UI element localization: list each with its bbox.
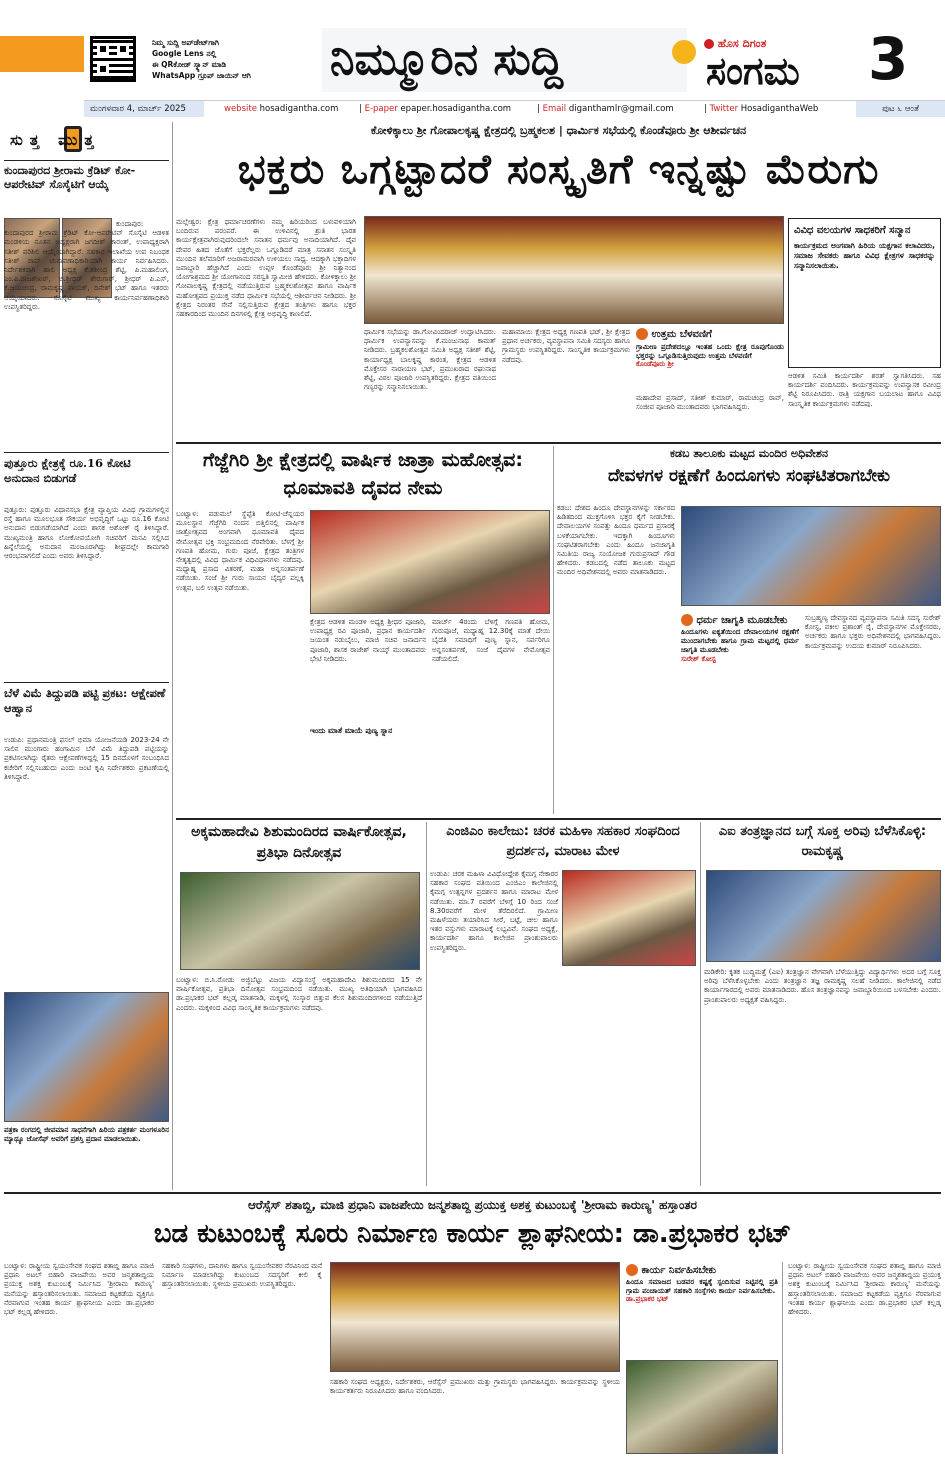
mid-left-body: ಬಂಟ್ವಾಳ: ಪಡುಮಲೆ ಸ್ಥೆಪ್ಪೆತಿ ಕೋಟಿ-ಚೆನ್ನಯರ ಮೂಲಸ್ಥಾನ ಗೆಜ್ಜೆಗಿರಿ ನಂದನ ಬಿತ್ತಿಲಿನಲ್ಲಿ ವಾರ್ಷಿಕ ಜಾತ್ರೋತ್ಸವದ ಅಂಗವಾಗಿ ಧೂಮಾವತಿ ದೈವದ ನೇಮೋತ್ಸವ ಭಕ್ತಿ ಸಂಭ್ರಮದಿಂದ ನೆರವೇರಿತು. ಬೆಳಗ್ಗೆ ಶ್ರೀ ಗಣಪತಿ ಹೋಮ, ಗುರು ಪೂಜೆ, ಕ್ಷೇತ್ರದ ತಂತ್ರಿಗಳ ನೇತೃತ್ವದಲ್ಲಿ ವಿವಿಧ ಧಾರ್ಮಿಕ ವಿಧಿವಿಧಾನಗಳು ನಡೆದವು. ಮಧ್ಯಾಹ್ನ ಪ್ರಸಾದ ವಿತರಣೆ, ಮಹಾ ಅನ್ನಸಂತರ್ಪಣೆ ನಡೆಯಿತು. ಸಂಜೆ ಶ್ರೀ ಗುರು ಸಾಯನ ಬೈದ್ಯರ ಪಲ್ಲಕ್ಕಿ ಉತ್ಸವ, ಬಲಿ ಉತ್ಸವ ನಡೆಯಿತು. — [176, 510, 304, 592]
quote-header — [636, 328, 784, 342]
bottom-story — [4, 1196, 941, 1456]
section-logo — [4, 122, 169, 158]
bottom-headline: ಬಡ ಕುಟುಂಬಕ್ಕೆ ಸೂರು ನಿರ್ಮಾಣ ಕಾರ್ಯ ಶ್ಲಾಘನೀಯ: ಡಾ.ಪ್ರಭಾಕರ ಭಟ್ — [153, 1219, 792, 1249]
sun-icon — [672, 40, 696, 64]
top-kicker: ಕೋಳಿಕ್ಕಾಲು ಶ್ರೀ ಗೋಪಾಲಕೃಷ್ಣ ಕ್ಷೇತ್ರದಲ್ಲಿ ಬ್ರಹ್ಮಕಲಶ | ಧಾರ್ಮಿಕ ಸಭೆಯಲ್ಲಿ ಕೊಂಡೆವೂರು ಶ್ರೀ ಆಶೀರ್ವಚನ — [370, 124, 747, 137]
divider — [4, 682, 169, 683]
story-2-headline: ಪುತ್ತೂರು ಕ್ಷೇತ್ರಕ್ಕೆ ರೂ.16 ಕೋಟಿ ಅನುದಾನ ಬಿಡುಗಡೆ — [4, 456, 131, 485]
quote-box — [636, 328, 784, 390]
top-body-3: ಮಹಾಮಾಯಿ ಕ್ಷೇತ್ರದ ಅಧ್ಯಕ್ಷ ಗಣಪತಿ ಭಟ್, ಶ್ರೀ ಕ್ಷೇತ್ರದ ಪ್ರಧಾನ ಅರ್ಚಕರು, ವ್ಯವಸ್ಥಾಪನಾ ಸಮಿತಿ ಸದಸ್ಯರು ಹಾಗೂ ಗ್ರಾಮಸ್ಥರು ಉಪಸ್ಥಿತರಿದ್ದರು. ಸಾಂಸ್ಕೃತಿಕ ಕಾರ್ಯಕ್ರಮಗಳು ನಡೆದವು. — [502, 328, 630, 364]
email-label: Email — [542, 104, 567, 114]
quote-text: ಹಿಂದೂಗಳು ಐಕ್ಯತೆಯಿಂದ ದೇವಾಲಯಗಳ ರಕ್ಷಣೆಗೆ ಮುಂದಾಗಬೇಕು ಹಾಗೂ ಗ್ರಾಮ ಮಟ್ಟದಲ್ಲಿ ಧರ್ಮ ಜಾಗೃತಿ ಮೂಡಬೇಕು — [681, 627, 799, 655]
row3-b-photo — [562, 870, 696, 966]
qr-line-3: ಈ QRಕೋಡ್ ಸ್ಕ್ಯಾನ್ ಮಾಡಿ — [152, 60, 227, 69]
quote-heading: ಕಾರ್ಯ ನಿರ್ವಹಿಸಬೇಕು — [641, 1265, 717, 1276]
row3-b-headline: ಎಂಜಿಎಂ ಕಾಲೇಜು: ಚರಕ ಮಹಿಳಾ ಸಹಕಾರ ಸಂಘದಿಂದ ಪ್ರದರ್ಶನ, ಮಾರಾಟ ಮೇಳ — [446, 824, 680, 859]
top-side-body: ಆಡಳಿತ ಸಮಿತಿ ಕಾರ್ಯದರ್ಶಿ ಶರತ್ ಸ್ವಾಗತಿಸಿದರು. ಸಹ ಕಾರ್ಯದರ್ಶಿ ವಂದಿಸಿದರು. ಕಾರ್ಯಕ್ರಮವನ್ನು ಉಪನ್ಯಾಸಕ ರವೀಂದ್ರ ಶೆಟ್ಟಿ ನಿರೂಪಿಸಿದರು. ರಾತ್ರಿ ಯಕ್ಷಗಾನ ಬಯಲಾಟ ಹಾಗೂ ವಿವಿಧ ಸಾಂಸ್ಕೃತಿಕ ಕಾರ್ಯಕ್ರಮಗಳು ನಡೆದವು. — [788, 372, 941, 408]
story-2-body: ಪುತ್ತೂರು: ಪುತ್ತೂರು ವಿಧಾನಸಭಾ ಕ್ಷೇತ್ರ ವ್ಯಾಪ್ತಿಯ ವಿವಿಧ ಗ್ರಾಮಗಳಲ್ಲಿನ ರಸ್ತೆ ಹಾಗೂ ಮೂಲಭೂತ ಸೌಕರ್ಯ ಅಭಿವೃದ್ಧಿಗೆ ಒಟ್ಟು ರೂ.16 ಕೋಟಿ ಅನುದಾನ ಬಿಡುಗಡೆಯಾಗಿದೆ ಎಂದು ಶಾಸಕ ಅಶೋಕ್ ರೈ ತಿಳಿಸಿದ್ದಾರೆ. ಮುಖ್ಯಮಂತ್ರಿ ಹಾಗೂ ಲೋಕೋಪಯೋಗಿ ಸಚಿವರಿಗೆ ಮನವಿ ಸಲ್ಲಿಸಿದ ಹಿನ್ನೆಲೆಯಲ್ಲಿ ಅನುದಾನ ಮಂಜೂರಾಗಿದ್ದು ಶೀಘ್ರದಲ್ಲೇ ಕಾಮಗಾರಿ ಆರಂಭವಾಗಲಿದೆ ಎಂದು ಅವರು ತಿಳಿಸಿದ್ದಾರೆ. — [4, 506, 169, 561]
row3-c-headline: ಎಐ ತಂತ್ರಜ್ಞಾನದ ಬಗ್ಗೆ ಸೂಕ್ತ ಅರಿವು ಬೆಳೆಸಿಕೊಳ್ಳಿ: ರಾಮಕೃಷ್ಣ — [718, 824, 927, 859]
story-3-headline: ಬೆಳೆ ವಿಮೆ ತಿದ್ದುಪಡಿ ಪಟ್ಟಿ ಪ್ರಕಟ: ಆಕ್ಷೇಪಣೆ ಆಹ್ವಾನ — [4, 686, 166, 715]
twitter-value: HosadiganthaWeb — [740, 104, 819, 114]
row3-a-body: ಬಂಟ್ವಾಳ: ಬಿ.ಸಿ.ರೋಡು ಅಜ್ಜಿಬೆಟ್ಟು ವಿಜಯ ವಿದ್ಯಾಸಂಸ್ಥೆ ಅಕ್ಕಮಹಾದೇವಿ ಶಿಶುಮಂದಿರದ 15 ನೇ ವಾರ್ಷಿಕೋತ್ಸವ, ಪ್ರತಿಭಾ ದಿನೋತ್ಸವ ಸಂಭ್ರಮದಿಂದ ನಡೆಯಿತು. ಮುಖ್ಯ ಅತಿಥಿಯಾಗಿ ಭಾಗವಹಿಸಿದ ಡಾ.ಪ್ರಭಾಕರ ಭಟ್ ಕಲ್ಲಡ್ಕ ಮಾತನಾಡಿ, ಮಕ್ಕಳಲ್ಲಿ ಸಂಸ್ಕಾರ ಬಿತ್ತುವ ಕೆಲಸ ಶಿಶುಮಂದಿರಗಳಿಂದ ನಡೆಯುತ್ತಿದೆ ಎಂದರು. ಮಕ್ಕಳಿಂದ ವಿವಿಧ ಸಾಂಸ್ಕೃತಿಕ ಕಾರ್ಯಕ್ರಮಗಳು ನಡೆದವು. — [176, 976, 422, 1012]
row3-b-body: ಉಡುಪಿ: ಚರಕ ಮಹಿಳಾ ವಿವಿಧೋದ್ದೇಶ ಕೈಮಗ್ಗ ನೇಕಾರರ ಸಹಕಾರ ಸಂಘದ ವತಿಯಿಂದ ಎಂಜಿಎಂ ಕಾಲೇಜಿನಲ್ಲಿ ಕೈಮಗ್ಗ ಉತ್ಪನ್ನಗಳ ಪ್ರದರ್ಶನ ಹಾಗೂ ಮಾರಾಟ ಮೇಳ ನಡೆಯಿತು. ಮಾ.7 ರವರೆಗೆ ಬೆಳಿಗ್ಗೆ 10 ರಿಂದ ಸಂಜೆ 8.30ರವರೆಗೆ ಮೇಳ ತೆರೆದಿರಲಿದೆ. ಗ್ರಾಮೀಣ ಮಹಿಳೆಯರು ತಯಾರಿಸಿದ ಸೀರೆ, ಬಟ್ಟೆ, ಚೀಲ ಹಾಗೂ ಇತರ ವಸ್ತುಗಳು ಮಾರಾಟಕ್ಕೆ ಲಭ್ಯವಿವೆ. ಸಂಘದ ಅಧ್ಯಕ್ಷೆ, ಕಾರ್ಯದರ್ಶಿ ಹಾಗೂ ಕಾಲೇಜಿನ ಪ್ರಾಂಶುಪಾಲರು ಉಪಸ್ಥಿತರಿದ್ದರು. — [430, 870, 558, 952]
left-column — [4, 122, 169, 1190]
side-box-headline: ವಿವಿಧ ವಲಯಗಳ ಸಾಧಕರಿಗೆ ಸನ್ಮಾನ — [794, 225, 911, 236]
row3-story-c — [704, 822, 941, 1186]
mid-right-story — [557, 446, 941, 814]
top-story — [176, 122, 941, 440]
row3-story-a — [176, 822, 422, 1186]
masthead — [0, 0, 945, 118]
quote-mark-icon — [681, 614, 693, 626]
date-badge: ಮಂಗಳವಾರ 4, ಮಾರ್ಚ್ 2025 — [84, 101, 204, 117]
bottom-body-3: ಸಹಕಾರಿ ಸಂಘದ ಅಧ್ಯಕ್ಷರು, ನಿರ್ದೇಶಕರು, ಆರೆಸ್ಸೆಸ್ ಪ್ರಮುಖರು ಮತ್ತು ಗ್ರಾಮಸ್ಥರು ಭಾಗವಹಿಸಿದ್ದರು. ಕಾರ್ಯಕ್ರಮವನ್ನು ಸ್ಥಳೀಯ ಕಾರ್ಯಕರ್ತರು ನಿರೂಪಿಸಿದರು ಹಾಗೂ ವಂದಿಸಿದರು. — [330, 1378, 620, 1396]
bottom-body: ಬಂಟ್ವಾಳ: ರಾಷ್ಟ್ರೀಯ ಸ್ವಯಂಸೇವಕ ಸಂಘದ ಶತಾಬ್ದಿ ಹಾಗೂ ಮಾಜಿ ಪ್ರಧಾನಿ ಅಟಲ್ ಬಿಹಾರಿ ವಾಜಪೇಯಿ ಅವರ ಜನ್ಮಶತಾಬ್ದಿಯ ಪ್ರಯುಕ್ತ ಅಶಕ್ತ ಕುಟುಂಬಕ್ಕೆ ನಿರ್ಮಿಸಿದ 'ಶ್ರೀರಾಮ ಕಾರುಣ್ಯ' ಮನೆಯನ್ನು ಹಸ್ತಾಂತರಿಸಲಾಯಿತು. ಸಮಾಜದ ಕಟ್ಟಕಡೆಯ ವ್ಯಕ್ತಿಗೂ ನೆರವಾಗುವ ಇಂತಹ ಕಾರ್ಯ ಶ್ಲಾಘನೀಯ ಎಂದು ಡಾ.ಪ್ರಭಾಕರ ಭಟ್ ಕಲ್ಲಡ್ಕ ಹೇಳಿದರು. — [4, 1262, 154, 1317]
row3-a-headline: ಅಕ್ಕಮಹಾದೇವಿ ಶಿಶುಮಂದಿರದ ವಾರ್ಷಿಕೋತ್ಸವ, ಪ್ರತಿಭಾ ದಿನೋತ್ಸವ — [191, 824, 407, 861]
qr-line-2: Google Lens ನಲ್ಲಿ — [152, 49, 217, 58]
bottom-kicker: ಆರೆಸ್ಸೆಸ್ ಶತಾಬ್ದಿ, ಮಾಜಿ ಪ್ರಧಾನಿ ವಾಜಪೇಯಿ ಜನ್ಮಶತಾಬ್ದಿ ಪ್ರಯುಕ್ತ ಅಶಕ್ತ ಕುಟುಂಬಕ್ಕೆ 'ಶ್ರೀರಾಮ ಕಾರುಣ್ಯ' ಹಸ್ತಾಂತರ — [247, 1198, 698, 1212]
story-3-body: ಉಡುಪಿ: ಪ್ರಧಾನಮಂತ್ರಿ ಫಸಲ್ ಭಿಮಾ ಯೋಜನೆಯಡಿ 2023-24 ನೇ ಸಾಲಿನ ಮುಂಗಾರು ಹಂಗಾಮಿನ ಬೆಳೆ ವಿಮೆ ತಿದ್ದುಪಡಿ ಪಟ್ಟಿಯನ್ನು ಪ್ರಕಟಿಸಲಾಗಿದ್ದು ರೈತರು ಆಕ್ಷೇಪಣೆಗಳಿದ್ದಲ್ಲಿ 15 ದಿನದೊಳಗೆ ಸಂಬಂಧಿಸಿದ ಕಚೇರಿಗೆ ಸಲ್ಲಿಸಬಹುದು ಎಂದು ಜಂಟಿ ಕೃಷಿ ನಿರ್ದೇಶಕರು ಪ್ರಕಟಣೆಯಲ್ಲಿ ತಿಳಿಸಿದ್ದಾರೆ. — [4, 736, 169, 781]
qr-line-4: WhatsApp ಗ್ರೂಪ್ ಜಾಯಿನ್ ಆಗಿ — [152, 71, 251, 80]
email-value: diganthamlr@gmail.com — [568, 104, 674, 114]
row3-c-body: ಮಡಿಕೇರಿ: ಕೃತಕ ಬುದ್ಧಿಮತ್ತೆ (ಎಐ) ತಂತ್ರಜ್ಞಾನ ವೇಗವಾಗಿ ಬೆಳೆಯುತ್ತಿದ್ದು ವಿದ್ಯಾರ್ಥಿಗಳು ಅದರ ಬಗ್ಗೆ ಸೂಕ್ತ ಅರಿವು ಬೆಳೆಸಿಕೊಳ್ಳಬೇಕು ಎಂದು ತಂತ್ರಜ್ಞಾನ ತಜ್ಞ ರಾಮಕೃಷ್ಣ ಸಲಹೆ ನೀಡಿದರು. ಕಾಲೇಜಿನಲ್ಲಿ ನಡೆದ ಕಾರ್ಯಾಗಾರದಲ್ಲಿ ಅವರು ಮಾತನಾಡಿದರು. ಹೊಸ ತಂತ್ರಜ್ಞಾನವನ್ನು ಜವಾಬ್ದಾರಿಯಿಂದ ಬಳಸಬೇಕು ಎಂದರು. ಪ್ರಾಂಶುಪಾಲರು ಅಧ್ಯಕ್ಷತೆ ವಹಿಸಿದ್ದರು. — [704, 968, 941, 1004]
quote-byline: ಕೊಂಡೆವೂರು ಶ್ರೀ — [636, 360, 674, 369]
mid-left-photo — [310, 510, 550, 614]
top-body-2: ಧಾರ್ಮಿಕ ಸಭೆಯನ್ನು ಡಾ.ಗೋವಿಂದರಾಜ್ ಉದ್ಘಾಟಿಸಿದರು. ಧಾರ್ಮಿಕ ಉಪನ್ಯಾಸವನ್ನು ಕೆ.ಮಂಜುನಾಥ ಕಾಮತ್ ನೀಡಿದರು. ಬ್ರಹ್ಮಕಲಶೋತ್ಸವ ಸಮಿತಿ ಅಧ್ಯಕ್ಷ ಸತೀಶ್ ಶೆಟ್ಟಿ, ಕಾರ್ಯಾಧ್ಯಕ್ಷ ಬಾಲಕೃಷ್ಣ ಕಾರಂತ, ಕ್ಷೇತ್ರದ ಆಡಳಿತ ಮೊಕ್ತೇಸರ ನಾರಾಯಣ ಭಟ್, ಪ್ರಮುಖರಾದ ರಘುನಾಥ ಶೆಟ್ಟಿ, ವಿಠಲ ಪೂಜಾರಿ ಉಪಸ್ಥಿತರಿದ್ದರು. ಕ್ಷೇತ್ರದ ವತಿಯಿಂದ ಗಣ್ಯರನ್ನು ಸನ್ಮಾನಿಸಲಾಯಿತು. — [364, 328, 496, 392]
epaper-info[interactable]: | E-paper epaper.hosadigantha.com — [359, 104, 512, 114]
qr-code[interactable] — [90, 36, 136, 82]
story-4-photo — [4, 992, 169, 1122]
info-bar — [84, 100, 945, 117]
quote-header — [626, 1264, 778, 1277]
row3-story-b — [430, 822, 696, 1186]
twitter-label: Twitter — [709, 104, 739, 114]
section-logo-text: ಸುತ್ತ ಮುತ್ತ — [10, 131, 101, 149]
twitter-info[interactable]: | Twitter HosadiganthaWeb — [704, 104, 819, 114]
divider — [4, 1192, 941, 1194]
brand: ಸಂಗಮ — [706, 49, 800, 93]
mid-left-story — [176, 446, 550, 814]
row3-a-photo — [180, 872, 420, 970]
masthead-title: ನಿಮ್ಮೂರಿನ ಸುದ್ದಿ — [330, 34, 564, 85]
column-rule — [172, 122, 173, 1190]
website-value: hosadigantha.com — [259, 104, 339, 114]
website-info[interactable] — [224, 101, 338, 117]
mid-right-body: ಕಡಬ: ದೇಶದ ಹಿಂದೂ ದೇವಸ್ಥಾನಗಳನ್ನು ಸರ್ಕಾರದ ಹಿಡಿತದಿಂದ ಮುಕ್ತಗೊಳಿಸಿ ಭಕ್ತರ ಕೈಗೆ ನೀಡಬೇಕು. ದೇವಾಲಯಗಳ ಸಂಪತ್ತು ಹಿಂದೂ ಧರ್ಮದ ಪ್ರಸಾರಕ್ಕೆ ಬಳಕೆಯಾಗಬೇಕು. ಇದಕ್ಕಾಗಿ ಹಿಂದೂಗಳು ಸಂಘಟಿತರಾಗಬೇಕು ಎಂದು ಹಿಂದೂ ಜನಜಾಗೃತಿ ಸಮಿತಿಯ ರಾಜ್ಯ ಸಂಯೋಜಕ ಗುರುಪ್ರಸಾದ್ ಗೌಡ ಹೇಳಿದರು. ಕಡಬದಲ್ಲಿ ನಡೆದ ತಾಲೂಕು ಮಟ್ಟದ ಮಂದಿರ ಅಧಿವೇಶನದಲ್ಲಿ ಅವರು ಮಾತನಾಡಿದರು. — [557, 504, 675, 577]
top-lead: ಮಲ್ಲೇಶ್ವರ: ಕ್ಷೇತ್ರ ಧರ್ಮಾಚರಣೆಗಳು ನಮ್ಮ ಹಿರಿಯರಿಂದ ಬಳುವಳಿಯಾಗಿ ಬಂದಿರುವ ಪರಂಪರೆ. ಈ ಉಳಿವಿನಲ್ಲಿ ಶ್ರುತಿ ಭಾರತ ಕಾರ್ಯಕ್ಷೇತ್ರವಾಗಿರುವುದರಿಂದಲೇ ಸನಾತನ ಧರ್ಮವು ಅನಾದಿಯಾಗಿದೆ. ದೈವ ದೇವರ ಹಿತದ ಜೊತೆಗೆ ಭಕ್ತರೆಲ್ಲರು ಒಗ್ಗೂಡಿದರೆ ಮಾತ್ರ ಸನಾತನ ಸಂಸ್ಕೃತಿ ಮುಂದಿನ ತಲೆಮಾರಿಗೆ ಅಜರಾಮರವಾಗಿ ಉಳಿಯಲು ಸಾಧ್ಯ. ಆದಕ್ಕಾಗಿ ಭಕ್ತಾದಿಗಳ ಜವಾಬ್ದಾರಿ ಹೆಚ್ಚಾಗಿದೆ ಎಂದು ಉಪ್ಪಳ ಕೊಂಡೆವೂರು ಶ್ರೀ ನಿತ್ಯಾನಂದ ಯೋಗಾಶ್ರಮದ ಶ್ರೀ ಯೋಗಾನಂದ ಸರಸ್ವತಿ ಸ್ವಾಮೀಜಿ ಹೇಳಿದರು. ಕೋಳಿಕ್ಕಾಲು ಶ್ರೀ ಗೋಪಾಲಕೃಷ್ಣ ಕ್ಷೇತ್ರದಲ್ಲಿ ನಡೆಯುತ್ತಿರುವ ಬ್ರಹ್ಮಕಲಶೋತ್ಸವ ಹಾಗೂ ವಾರ್ಷಿಕ ಮಹೋತ್ಸವದ ಪ್ರಯುಕ್ತ ನಡೆದ ಧಾರ್ಮಿಕ ಸಭೆಯಲ್ಲಿ ಆಶೀರ್ವಚನ ನೀಡಿದರು. ಶ್ರೀ ಕ್ಷೇತ್ರದ ನಿರಂತರ ಸೇವೆ ಸಲ್ಲಿಸುತ್ತಿರುವ ಕ್ಷೇತ್ರದ ತಂತ್ರಿಗಳು ಹಾಗೂ ಭಕ್ತರ ಸಹಕಾರದಿಂದ ಮುಂದಿನ ದಿನಗಳಲ್ಲಿ ಕ್ಷೇತ್ರ ಅಭಿವೃದ್ಧಿ ಕಾಣಲಿದೆ. — [176, 218, 356, 319]
email-info[interactable]: | Email diganthamlr@gmail.com — [537, 104, 674, 114]
epaper-label: E-paper — [364, 104, 398, 114]
mid-right-photo — [681, 506, 941, 606]
quote-heading: ಧರ್ಮ ಜಾಗೃತಿ ಮೂಡಬೇಕು — [696, 615, 788, 626]
divider — [176, 818, 941, 820]
mid-left-subhead: ಇಂದು ಮಾತೆ ಮಾಯೆ ಪುಣ್ಯ ಸ್ನಾನ — [310, 726, 426, 736]
quote-text: ಹಿಂದೂ ಸಮಾಜದ ಬಡವರ ಕಷ್ಟಕ್ಕೆ ಸ್ಪಂದಿಸುವ ನಿಟ್ಟಿನಲ್ಲಿ ಪ್ರತಿ ಗ್ರಾಮ ಪಂಚಾಯತ್ ಸಹಕಾರಿ ಸಂಸ್ಥೆಗಳು ಕಾರ್ಯ ನಿರ್ವಹಿಸಬೇಕು. — [626, 1277, 778, 1296]
mid-right-quote — [681, 614, 799, 722]
column-rule — [700, 822, 701, 1186]
top-photo — [364, 216, 784, 324]
side-box — [788, 218, 941, 368]
story-1-headline: ಕುಂದಾಪುರದ ಶ್ರೀರಾಮ ಕ್ರೆಡಿಟ್ ಕೋ-ಆಪರೇಟಿವ್ ಸೊಸೈಟಿಗೆ ಆಯ್ಕೆ — [4, 164, 136, 191]
page-number: 3 — [868, 25, 909, 93]
orange-tab — [0, 36, 84, 72]
mid-left-body-2: ಕ್ಷೇತ್ರದ ಆಡಳಿತ ಮಂಡಳಿ ಅಧ್ಯಕ್ಷ ಶ್ರೀಧರ ಪೂಜಾರಿ, ಉಪಾಧ್ಯಕ್ಷ ರವಿ ಪೂಜಾರಿ, ಪ್ರಧಾನ ಕಾರ್ಯದರ್ಶಿ ಜಯಂತ ನಡುಬೈಲು, ಮಾಜಿ ಸಚಿವ ಜನಾರ್ದನ ಪೂಜಾರಿ, ಶಾಸಕ ರಾಜೇಶ್ ನಾಯ್ಕ್ ಮುಂತಾದವರು ಭೇಟಿ ನೀಡಿದರು. — [310, 618, 426, 663]
quote-byline: ಸುರೇಶ್ ಕೋಸ್ಟ — [681, 654, 716, 663]
mid-left-body-3: ಮಾರ್ಚ್ 4ರಂದು ಬೆಳಿಗ್ಗೆ ಗಣಪತಿ ಹೋಮ, ಗುರುಪೂಜೆ, ಮಧ್ಯಾಹ್ನ 12.30ಕ್ಕೆ ಮಾತೆ ದೇಯಿ ಬೈದೆತಿ ಸಮಾಧಿಗೆ ಪುಣ್ಯ ಸ್ನಾನ, ಸರ್ವರಿಗೂ ಅನ್ನಸಂತರ್ಪಣೆ, ಸಂಜೆ ದೈವಗಳ ನೇಮೋತ್ಸವ ನಡೆಯಲಿದೆ. — [432, 618, 550, 663]
top-body-4: ಮಹಾದೇವ ಪ್ರಸಾದ್, ಸತೀಶ್ ಕುಮಾರ್, ರಾಮಚಂದ್ರ ರಾವ್, ಸಂಜೀವ ಪೂಜಾರಿ ಮುಂತಾದವರು ಭಾಗವಹಿಸಿದ್ದರು. — [636, 394, 784, 412]
bottom-photo — [330, 1262, 620, 1372]
mid-left-headline: ಗೆಜ್ಜೆಗಿರಿ ಶ್ರೀ ಕ್ಷೇತ್ರದಲ್ಲಿ ವಾರ್ಷಿಕ ಜಾತ್ರಾ ಮಹೋತ್ಸವ: ಧೂಮಾವತಿ ದೈವದ ನೇಮ — [203, 449, 523, 499]
divider — [4, 160, 169, 161]
website-label: website — [224, 104, 257, 114]
qr-line-1: ನಿಮ್ಮ ಸುದ್ದಿ ಅಪ್‌ಡೇಟ್‌ಗಾಗಿ — [152, 38, 220, 47]
bottom-quote — [626, 1264, 778, 1354]
quote-mark-icon — [626, 1264, 638, 1276]
divider — [176, 442, 941, 444]
mid-right-body-2: ಸುಬ್ರಹ್ಮಣ್ಯ ದೇವಸ್ಥಾನದ ವ್ಯವಸ್ಥಾಪನಾ ಸಮಿತಿ ಸದಸ್ಯ ಸುರೇಶ್ ಕೋಸ್ಟ, ವಕೀಲ ಪ್ರಶಾಂತ್ ರೈ, ದೇವಸ್ಥಾನಗಳ ಮೊಕ್ತೇಸರರು, ಅರ್ಚಕರು ಹಾಗೂ ಭಕ್ತರು ಅಧಿವೇಶನದಲ್ಲಿ ಭಾಗವಹಿಸಿದ್ದರು. ಕಾರ್ಯಕ್ರಮವನ್ನು ಉದಯ ಕುಮಾರ್ ನಿರೂಪಿಸಿದರು. — [805, 614, 941, 650]
top-headline: ಭಕ್ತರು ಒಗ್ಗಟ್ಟಾದರೆ ಸಂಸ್ಕೃತಿಗೆ ಇನ್ನಷ್ಟು ಮೆರುಗು — [237, 145, 880, 193]
epaper-value: epaper.hosadigantha.com — [400, 104, 512, 114]
mid-right-headline: ದೇವಳಗಳ ರಕ್ಷಣೆಗೆ ಹಿಂದೂಗಳು ಸಂಘಟಿತರಾಗಬೇಕು — [607, 466, 891, 486]
story-4-caption: ಪತ್ರಕಾ ರಂಗದಲ್ಲಿ ಜೀವಮಾನ ಸಾಧನೆಗಾಗಿ ಹಿರಿಯ ಪತ್ರಕರ್ತ ಮಂಗಳೂರಿನ ಮ್ಯಾಥ್ಯೂ ಜೋಸೆಫ್ ಅವರಿಗೆ ಪ್ರಶಸ್ತಿ ಪ್ರದಾನ ಮಾಡಲಾಯಿತು. — [4, 1126, 169, 1144]
quote-text: ಗ್ರಾಮೀಣ ಪ್ರದೇಶದಲ್ಲೂ ಇಂತಹ ಒಂದು ಕ್ಷೇತ್ರ ರೂಪುಗೊಂಡು ಭಕ್ತರನ್ನು ಒಗ್ಗೂಡಿಸುತ್ತಿರುವುದು ಉತ್ತಮ ಬೆಳವಣಿಗೆ — [636, 342, 784, 361]
bottom-side-body: ಬಂಟ್ವಾಳ: ರಾಷ್ಟ್ರೀಯ ಸ್ವಯಂಸೇವಕ ಸಂಘದ ಶತಾಬ್ದಿ ಹಾಗೂ ಮಾಜಿ ಪ್ರಧಾನಿ ಅಟಲ್ ಬಿಹಾರಿ ವಾಜಪೇಯಿ ಅವರ ಜನ್ಮಶತಾಬ್ದಿಯ ಪ್ರಯುಕ್ತ ಅಶಕ್ತ ಕುಟುಂಬಕ್ಕೆ ನಿರ್ಮಿಸಿದ 'ಶ್ರೀರಾಮ ಕಾರುಣ್ಯ' ಮನೆಯನ್ನು ಹಸ್ತಾಂತರಿಸಲಾಯಿತು. ಸಮಾಜದ ಕಟ್ಟಕಡೆಯ ವ್ಯಕ್ತಿಗೂ ನೆರವಾಗುವ ಇಂತಹ ಕಾರ್ಯ ಶ್ಲಾಘನೀಯ ಎಂದು ಡಾ.ಪ್ರಭಾಕರ ಭಟ್ ಕಲ್ಲಡ್ಕ ಹೇಳಿದರು. — [788, 1262, 941, 1317]
story-1-body: ಕುಂದಾಪುರ: ಕುಂದಾಪುರದ ಶ್ರೀರಾಮ ಕ್ರೆಡಿಟ್ ಕೋ-ಆಪರೇಟಿವ್ ಸೊಸೈಟಿ ಆಡಳಿತ ಮಂಡಳಿಯ ನೂತನ ಅಧ್ಯಕ್ಷರಾಗಿ ಜಗದೀಶ್ ಕಾರಂತ್, ಉಪಾಧ್ಯಕ್ಷರಾಗಿ ಸತೀಶ್ ಪರಿಶಿಲಿ ಆಯ್ಕೆಯಾಗಿದ್ದಾರೆ. ಸಹಕಾರ ಇಲಾಖೆಯ ಉಪ ನಿಬಂಧಕ ಸತೀಶ್ ರಾವ್ ಚುನಾವಣಾಧಿಕಾರಿಯಾಗಿ ಕಾರ್ಯ ನಿರ್ವಹಿಸಿದರು. ನಿರ್ದೇಶಕರಾಗಿ ಹಾಲಿ ಅಧ್ಯಕ್ಷ ಕೆ.ಶಶೀಂದ್ರ ಶೆಟ್ಟಿ, ಪಿ.ಮಹಾಲಿಂಗ, ಎಂ.ಪಿ.ರಾಜಶೇಖರ್, ಬಿ.ಶ್ರೀಧರ್ ಶೇರುಗಾರ್, ಶ್ರೀಧರ್ ಪಿ.ಎಸ್, ಕೆ.ಜಯಚಂದ್ರ, ರಾಮಕೃಷ್ಣ ನಾಯಕ್, ದಿನೇಶ್ ಭಟ್ ಹಾಗೂ ಇತರರು ಆಯ್ಕೆಯಾದರು. ಸೊಸೈಟಿ ಮುಖ್ಯ ಕಾರ್ಯನಿರ್ವಹಣಾಧಿಕಾರಿ ಉಪಸ್ಥಿತರಿದ್ದರು. — [4, 220, 169, 311]
column-rule — [553, 446, 554, 814]
column-rule — [782, 1262, 783, 1454]
quote-mark-icon — [636, 328, 648, 340]
quote-heading: ಉತ್ತಮ ಬೆಳವಣಿಗೆ — [651, 329, 712, 340]
column-rule — [426, 822, 427, 1186]
pages-badge: ಪುಟ ೬ ಆಂತೆ — [856, 101, 945, 117]
divider — [4, 452, 169, 453]
bottom-body-2: ಸಹಕಾರಿ ಸಂಘಗಳು, ದಾನಿಗಳು ಹಾಗೂ ಸ್ವಯಂಸೇವಕರ ನೆರವಿನಿಂದ ಮನೆ ನಿರ್ಮಾಣ ಮಾಡಲಾಗಿದ್ದು ಕುಟುಂಬದ ಸದಸ್ಯರಿಗೆ ಕೀಲಿ ಕೈ ಹಸ್ತಾಂತರಿಸಲಾಯಿತು. ಸ್ಥಳೀಯ ಪ್ರಮುಖರು ಉಪಸ್ಥಿತರಿದ್ದರು. — [162, 1262, 322, 1289]
bottom-side-photo — [626, 1360, 778, 1454]
row3-c-photo — [706, 870, 941, 962]
mid-right-kicker: ಕಡಬ ತಾಲೂಕು ಮಟ್ಟದ ಮಂದಿರ ಅಧಿವೇಶನ — [670, 447, 828, 460]
qr-instructions — [152, 37, 312, 81]
side-box-text: ಕಾರ್ಯಕ್ರಮದ ಅಂಗವಾಗಿ ಹಿರಿಯ ಯಕ್ಷಗಾನ ಕಲಾವಿದರು, ಸಮಾಜ ಸೇವಕರು ಹಾಗೂ ವಿವಿಧ ಕ್ಷೇತ್ರಗಳ ಸಾಧಕರನ್ನು ಸನ್ಮಾನಿಸಲಾಯಿತು. — [794, 241, 935, 270]
brand-small-text: ಹೊಸ ದಿಗಂತ — [717, 37, 767, 50]
quote-byline: ಡಾ.ಪ್ರಭಾಕರ ಭಟ್ — [626, 1295, 669, 1304]
quote-header — [681, 614, 799, 627]
